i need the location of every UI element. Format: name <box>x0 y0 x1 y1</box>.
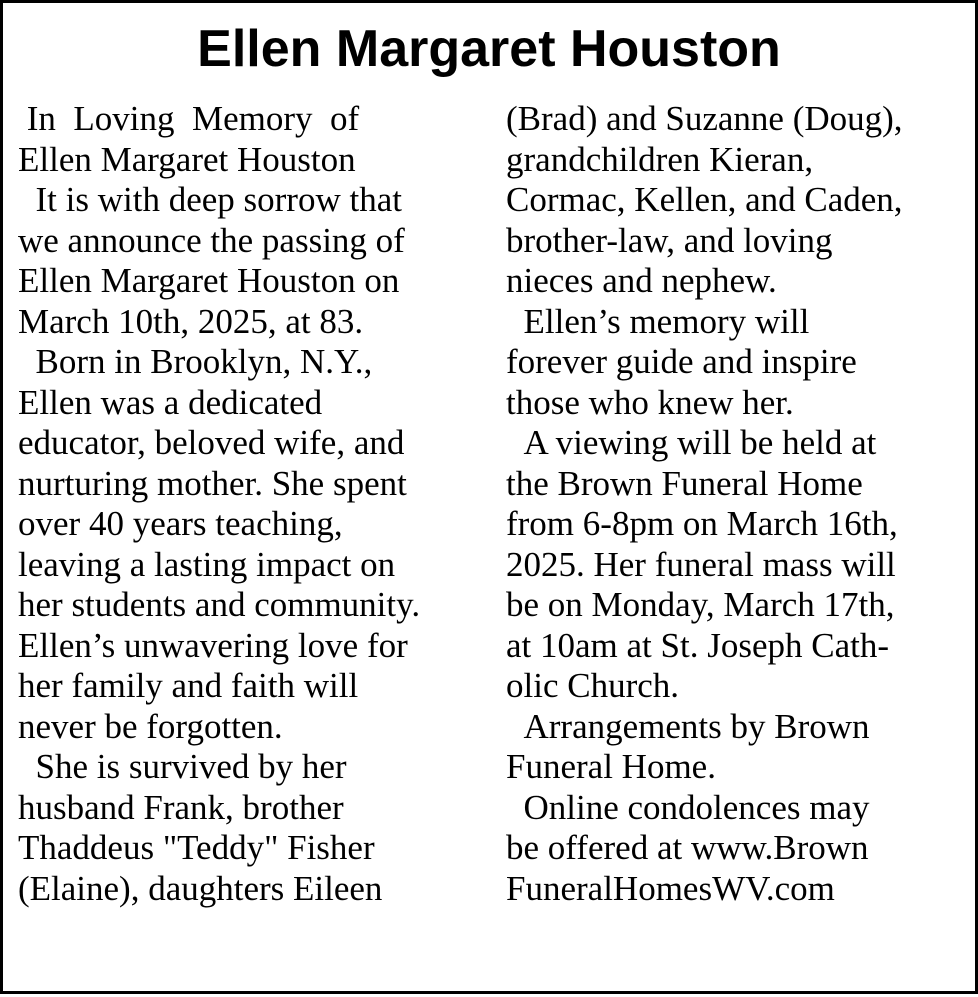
text-line: be on Monday, March 17th, <box>506 585 895 624</box>
text-line: brother-law, and loving <box>506 220 833 260</box>
text-line: forever guide and inspire <box>506 342 857 381</box>
text-line: her family and faith will <box>18 666 359 705</box>
text-line: Thaddeus "Teddy" Fisher <box>18 828 375 867</box>
text-line: leaving a lasting impact on <box>18 544 396 584</box>
text-line: nieces and nephew. <box>506 261 777 300</box>
text-line: March 10th, 2025, at 83. <box>18 301 364 341</box>
right-column <box>506 99 971 909</box>
text-line: grandchildren Kieran, <box>506 139 814 179</box>
text-line: Ellen’s unwavering love for <box>18 625 408 665</box>
text-line: educator, beloved wife, and <box>18 423 405 462</box>
text-line: from 6-8pm on March 16th, <box>506 504 898 543</box>
obituary-title: Ellen Margaret Houston <box>197 20 781 78</box>
text-line: Online condolences may <box>506 787 870 827</box>
text-line: In Loving Memory of <box>18 99 360 138</box>
text-line: (Brad) and Suzanne (Doug), <box>506 99 903 138</box>
text-line: we announce the passing of <box>18 220 405 260</box>
text-line: Ellen Margaret Houston on <box>18 261 400 300</box>
text-line: Funeral Home. <box>506 747 716 786</box>
text-line: those who knew her. <box>506 382 794 422</box>
text-line: Cormac, Kellen, and Caden, <box>506 180 903 219</box>
text-line: her students and community. <box>18 585 421 624</box>
text-line: FuneralHomesWV.com <box>506 868 835 908</box>
text-line: Ellen Margaret Houston <box>18 139 356 179</box>
text-line: Born in Brooklyn, N.Y., <box>18 342 373 381</box>
text-line: Arrangements by Brown <box>506 706 870 746</box>
text-line: 2025. Her funeral mass will <box>506 544 896 584</box>
text-line: She is survived by her <box>18 747 347 786</box>
text-line: be offered at www.Brown <box>506 828 869 867</box>
text-line: (Elaine), daughters Eileen <box>18 868 383 908</box>
left-column <box>18 99 488 909</box>
text-line: husband Frank, brother <box>18 787 344 827</box>
text-line: Ellen was a dedicated <box>18 382 323 422</box>
text-line: nurturing mother. She spent <box>18 463 407 503</box>
text-line: It is with deep sorrow that <box>18 180 402 219</box>
text-line: Ellen’s memory will <box>506 301 810 341</box>
text-line: over 40 years teaching, <box>18 504 343 543</box>
text-line: the Brown Funeral Home <box>506 463 863 503</box>
text-line: A viewing will be held at <box>506 423 877 462</box>
text-line: never be forgotten. <box>18 706 283 746</box>
text-line: olic Church. <box>506 666 680 705</box>
text-line: at 10am at St. Joseph Cath- <box>506 625 890 665</box>
